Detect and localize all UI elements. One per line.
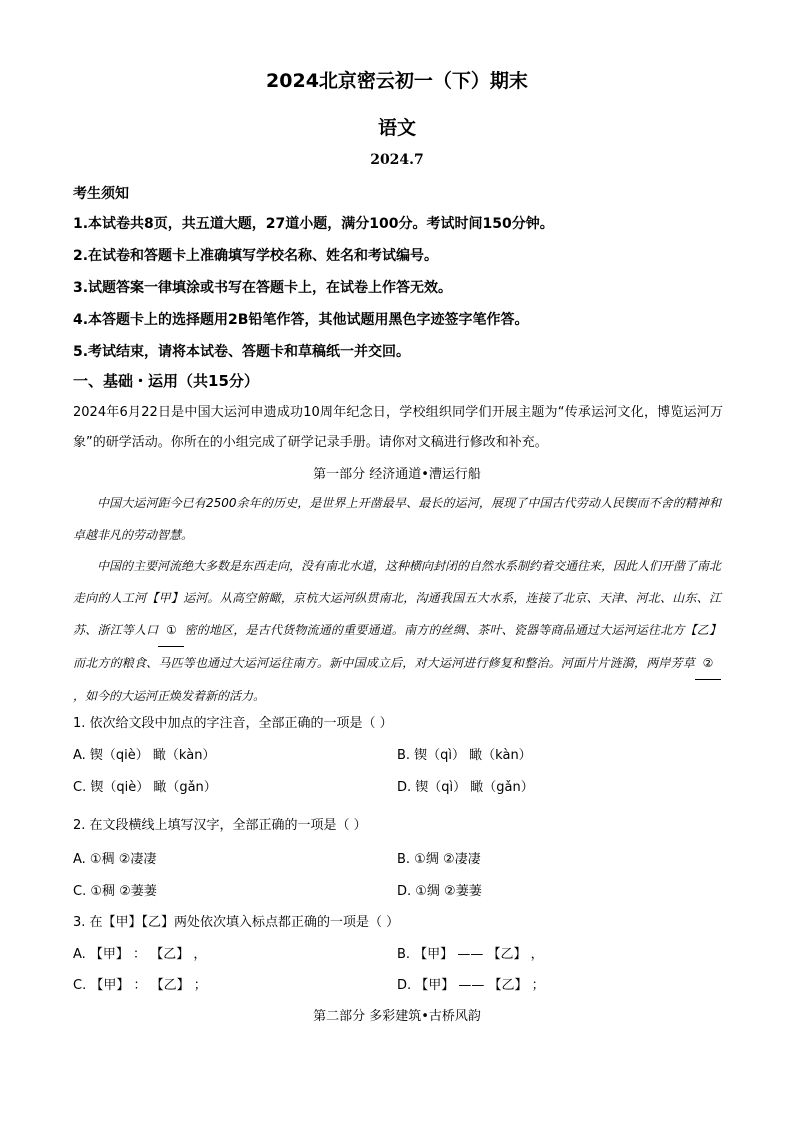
option-d: D. 【甲】 —— 【乙】 ； bbox=[397, 978, 545, 993]
option-c: C. ①稠 ②萋萋 bbox=[73, 884, 157, 899]
option-b: B. ①绸 ②凄凄 bbox=[397, 852, 481, 867]
option-c: C. 锲（qiè） 瞰（gǎn） bbox=[73, 780, 217, 795]
exam-date: 2024.7 bbox=[370, 152, 424, 168]
option-b: B. 【甲】 —— 【乙】 ， bbox=[397, 947, 544, 962]
blank-2: ② bbox=[695, 647, 721, 680]
question-stem: 3. 在【甲】【乙】两处依次填入标点都正确的一项是（ ） bbox=[73, 915, 400, 930]
option-d: D. 锲（qì） 瞰（gǎn） bbox=[397, 780, 534, 795]
subject-title: 语文 bbox=[377, 117, 416, 139]
question-stem: 1. 依次给文段中加点的字注音，全部正确的一项是（ ） bbox=[73, 716, 393, 731]
passage-text: 中国的主要河流绝大多数是东西走向，没有南北水道，这种横向封闭的自然水系制约着交通往来，因此人们开凿了南北走向的人工河【甲】运河。从高空俯瞰，京杭大运河纵贯南北，沟通我国五大水系，连接了北京、天津、河北、山东、江苏、浙江等人口 bbox=[73, 559, 722, 637]
option-a: A. 【甲】 ： 【乙】 ， bbox=[73, 947, 207, 962]
passage-paragraph: 中国大运河距今已有2500余年的历史，是世界上开凿最早、最长的运河，展现了中国古代劳动人民锲而不舍的精神和卓越非凡的劳动智慧。 bbox=[73, 496, 721, 542]
blank-1: ① bbox=[158, 614, 184, 647]
section-intro: 2024年6月22日是中国大运河申遗成功10周年纪念日，学校组织同学们开展主题为“传承运河文化，博览运河万象”的研学活动。你所在的小组完成了研学记录手册。请你对文稿进行修改和补充。 bbox=[73, 405, 723, 450]
option-b: B. 锲（qì） 瞰（kàn） bbox=[397, 748, 532, 763]
part-heading: 第一部分 经济通道•漕运行船 bbox=[313, 467, 481, 482]
option-c: C. 【甲】 ： 【乙】 ； bbox=[73, 978, 207, 993]
option-d: D. ①绸 ②萋萋 bbox=[397, 884, 482, 899]
notice-item: 1.本试卷共8页，共五道大题，27道小题，满分100分。考试时间150分钟。 bbox=[73, 216, 554, 232]
passage-text: 密的地区，是古代货物流通的重要通道。南方的丝绸、茶叶、瓷器等商品通过大运河运往北方【乙】而北方的粮食、马匹等也通过大运河运往南方。新中国成立后，对大运河进行修复和整治。河面片片涟漪，两岸芳草 bbox=[73, 623, 721, 670]
notice-heading: 考生须知 bbox=[73, 186, 129, 202]
passage-text: ，如今的大运河正焕发着新的活力。 bbox=[73, 689, 266, 703]
notice-item: 5.考试结束，请将本试卷、答题卡和草稿纸一并交回。 bbox=[73, 344, 411, 360]
section-heading: 一、基础・运用（共15分） bbox=[73, 372, 259, 390]
passage-paragraph bbox=[73, 550, 721, 712]
question-stem: 2. 在文段横线上填写汉字，全部正确的一项是（ ） bbox=[73, 818, 367, 833]
page-title: 2024北京密云初一（下）期末 bbox=[266, 70, 528, 92]
part-heading: 第二部分 多彩建筑•古桥风韵 bbox=[313, 1009, 481, 1024]
notice-item: 2.在试卷和答题卡上准确填写学校名称、姓名和考试编号。 bbox=[73, 248, 439, 264]
option-a: A. 锲（qiè） 瞰（kàn） bbox=[73, 748, 216, 763]
notice-item: 4.本答题卡上的选择题用2B铅笔作答，其他试题用黑色字迹签字笔作答。 bbox=[73, 312, 529, 328]
notice-item: 3.试题答案一律填涂或书写在答题卡上，在试卷上作答无效。 bbox=[73, 280, 453, 296]
option-a: A. ①稠 ②凄凄 bbox=[73, 852, 157, 867]
